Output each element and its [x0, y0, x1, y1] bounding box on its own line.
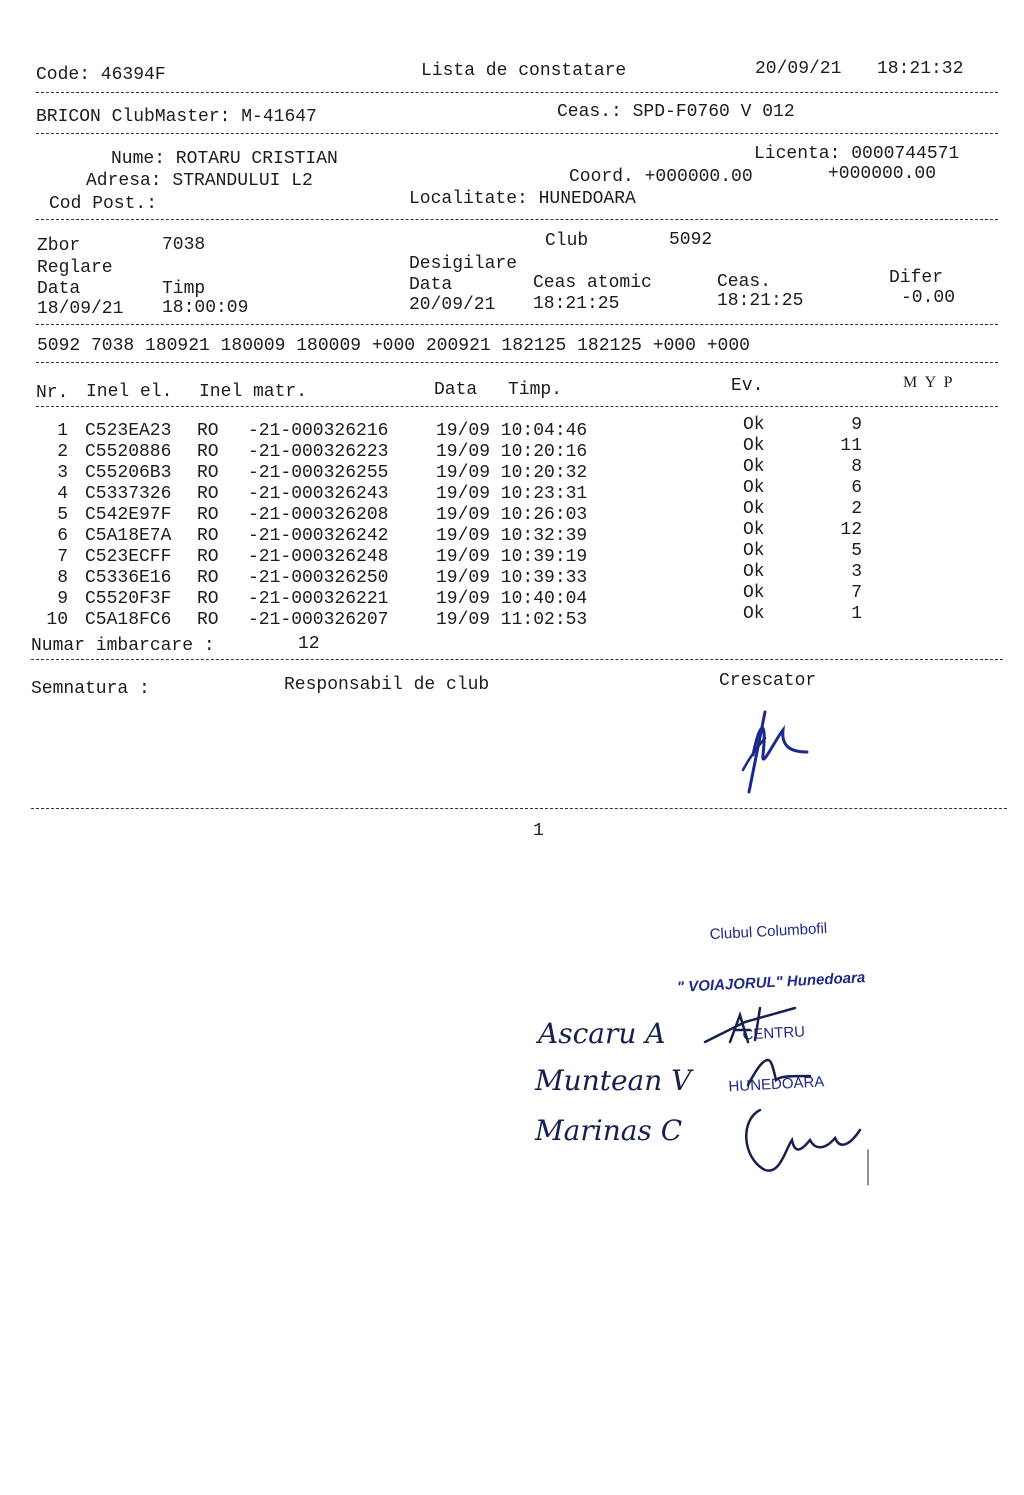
stamp-line-4: HUNEDOARA	[728, 1073, 825, 1096]
row-ro: RO	[197, 421, 219, 441]
row-inel: C5520886	[85, 442, 172, 462]
col-inel-el: Inel el.	[86, 382, 173, 402]
row-ro: RO	[197, 526, 219, 546]
stamp-line-2: " VOIAJORUL" Hunedoara	[676, 969, 866, 996]
separator	[36, 362, 998, 363]
row-ro: RO	[197, 547, 219, 567]
reglare-label: Reglare	[37, 258, 113, 278]
row-m: 11	[840, 436, 862, 456]
row-nr: 4	[57, 484, 68, 504]
row-inel: C542E97F	[85, 505, 172, 525]
row-datetime: 19/09 10:26:03	[436, 505, 588, 525]
header-date: 20/09/21	[755, 59, 842, 79]
reg-date-label: Data	[37, 279, 81, 299]
row-ro: RO	[197, 484, 219, 504]
licence-number: Licenta: 0000744571	[754, 144, 960, 164]
row-m: 3	[851, 562, 862, 582]
row-ro: RO	[197, 442, 219, 462]
atomic-time: 18:21:25	[533, 294, 620, 314]
separator	[31, 808, 1007, 809]
des-date-label: Data	[409, 275, 453, 295]
ceas-label: Ceas.: SPD-F0760 V 012	[557, 102, 795, 122]
row-matr: -21-000326223	[248, 442, 389, 462]
row-m: 1	[851, 604, 862, 624]
row-nr: 8	[57, 568, 68, 588]
breeder-label: Crescator	[719, 671, 817, 691]
header-time: 18:21:32	[877, 59, 964, 79]
row-ro: RO	[197, 589, 219, 609]
col-myp: M Y P	[903, 374, 953, 391]
page-number: 1	[533, 821, 544, 841]
clubmaster-label: BRICON ClubMaster: M-41647	[36, 107, 317, 127]
code-label: Code: 46394F	[36, 65, 166, 85]
reg-date: 18/09/21	[37, 299, 124, 319]
row-matr: -21-000326207	[248, 610, 389, 630]
row-nr: 6	[57, 526, 68, 546]
row-datetime: 19/09 10:32:39	[436, 526, 588, 546]
postal-code-label: Cod Post.:	[49, 194, 158, 214]
row-matr: -21-000326255	[248, 463, 389, 483]
col-inel-matr: Inel matr.	[199, 382, 308, 402]
stamp-line-3: CENTRU	[742, 1023, 806, 1044]
row-nr: 1	[57, 421, 68, 441]
separator	[36, 406, 998, 407]
atomic-clock-label: Ceas atomic	[533, 273, 652, 293]
row-datetime: 19/09 10:20:32	[436, 463, 588, 483]
row-matr: -21-000326250	[248, 568, 389, 588]
row-ro: RO	[197, 610, 219, 630]
stamp-line-1: Clubul Columbofil	[709, 920, 828, 944]
row-m: 5	[851, 541, 862, 561]
coord-label: Coord. +000000.00	[569, 167, 753, 187]
row-datetime: 19/09 11:02:53	[436, 610, 588, 630]
row-inel: C523ECFF	[85, 547, 172, 567]
clock-time: 18:21:25	[717, 291, 804, 311]
desigilare-label: Desigilare	[409, 254, 518, 274]
row-matr: -21-000326208	[248, 505, 389, 525]
row-ev: Ok	[743, 604, 765, 624]
des-date: 20/09/21	[409, 295, 496, 315]
separator	[36, 219, 998, 220]
col-ev: Ev.	[731, 376, 764, 396]
separator	[36, 133, 998, 134]
row-ev: Ok	[743, 457, 765, 477]
breeder-signature	[735, 700, 825, 800]
row-inel: C55206B3	[85, 463, 172, 483]
code-line: 5092 7038 180921 180009 180009 +000 200921 182125 182125 +000 +000	[37, 336, 750, 356]
row-ev: Ok	[743, 415, 765, 435]
row-ev: Ok	[743, 520, 765, 540]
row-datetime: 19/09 10:23:31	[436, 484, 588, 504]
numar-imbarcare-label: Numar imbarcare :	[31, 636, 215, 656]
row-inel: C523EA23	[85, 421, 172, 441]
row-matr: -21-000326216	[248, 421, 389, 441]
row-datetime: 19/09 10:40:04	[436, 589, 588, 609]
row-m: 7	[851, 583, 862, 603]
row-nr: 10	[46, 610, 68, 630]
row-inel: C5A18E7A	[85, 526, 172, 546]
row-matr: -21-000326243	[248, 484, 389, 504]
zbor-value: 7038	[162, 235, 206, 255]
row-m: 12	[840, 520, 862, 540]
owner-name: Nume: ROTARU CRISTIAN	[111, 149, 338, 169]
zbor-label: Zbor	[37, 236, 81, 256]
club-value: 5092	[669, 230, 713, 250]
row-ro: RO	[197, 568, 219, 588]
row-datetime: 19/09 10:39:19	[436, 547, 588, 567]
row-ro: RO	[197, 463, 219, 483]
row-ro: RO	[197, 505, 219, 525]
row-datetime: 19/09 10:04:46	[436, 421, 588, 441]
row-inel: C5A18FC6	[85, 610, 172, 630]
clock-label: Ceas.	[717, 272, 772, 292]
reg-time: 18:00:09	[162, 298, 249, 318]
row-m: 8	[851, 457, 862, 477]
document-title: Lista de constatare	[421, 61, 627, 81]
separator	[36, 92, 998, 93]
handwritten-signatures	[700, 1000, 880, 1200]
col-timp: Timp.	[508, 380, 563, 400]
club-responsible-label: Responsabil de club	[284, 675, 490, 695]
row-nr: 7	[57, 547, 68, 567]
row-ev: Ok	[743, 499, 765, 519]
locality: Localitate: HUNEDOARA	[409, 189, 636, 209]
row-nr: 3	[57, 463, 68, 483]
handwritten-name-1: Ascaru A	[538, 1017, 666, 1050]
row-ev: Ok	[743, 436, 765, 456]
signature-label: Semnatura :	[31, 679, 150, 699]
row-inel: C5520F3F	[85, 589, 172, 609]
col-data: Data	[434, 380, 478, 400]
row-datetime: 19/09 10:39:33	[436, 568, 588, 588]
owner-address: Adresa: STRANDULUI L2	[86, 171, 313, 191]
row-ev: Ok	[743, 478, 765, 498]
row-ev: Ok	[743, 562, 765, 582]
club-label: Club	[545, 231, 589, 251]
coord-value-2: +000000.00	[828, 164, 937, 184]
row-nr: 2	[57, 442, 68, 462]
row-matr: -21-000326248	[248, 547, 389, 567]
row-m: 9	[851, 415, 862, 435]
row-m: 6	[851, 478, 862, 498]
difference-label: Difer	[889, 268, 944, 288]
numar-imbarcare-value: 12	[298, 634, 320, 654]
row-ev: Ok	[743, 541, 765, 561]
row-m: 2	[851, 499, 862, 519]
row-matr: -21-000326242	[248, 526, 389, 546]
row-matr: -21-000326221	[248, 589, 389, 609]
difference-value: -0.00	[901, 288, 956, 308]
row-inel: C5337326	[85, 484, 172, 504]
handwritten-name-3: Marinas C	[535, 1114, 683, 1147]
row-datetime: 19/09 10:20:16	[436, 442, 588, 462]
separator	[36, 324, 998, 325]
row-inel: C5336E16	[85, 568, 172, 588]
row-nr: 5	[57, 505, 68, 525]
reg-time-label: Timp	[162, 279, 206, 299]
row-ev: Ok	[743, 583, 765, 603]
row-nr: 9	[57, 589, 68, 609]
separator	[31, 659, 1003, 660]
col-nr: Nr.	[36, 383, 69, 403]
handwritten-name-2: Muntean V	[535, 1064, 692, 1097]
